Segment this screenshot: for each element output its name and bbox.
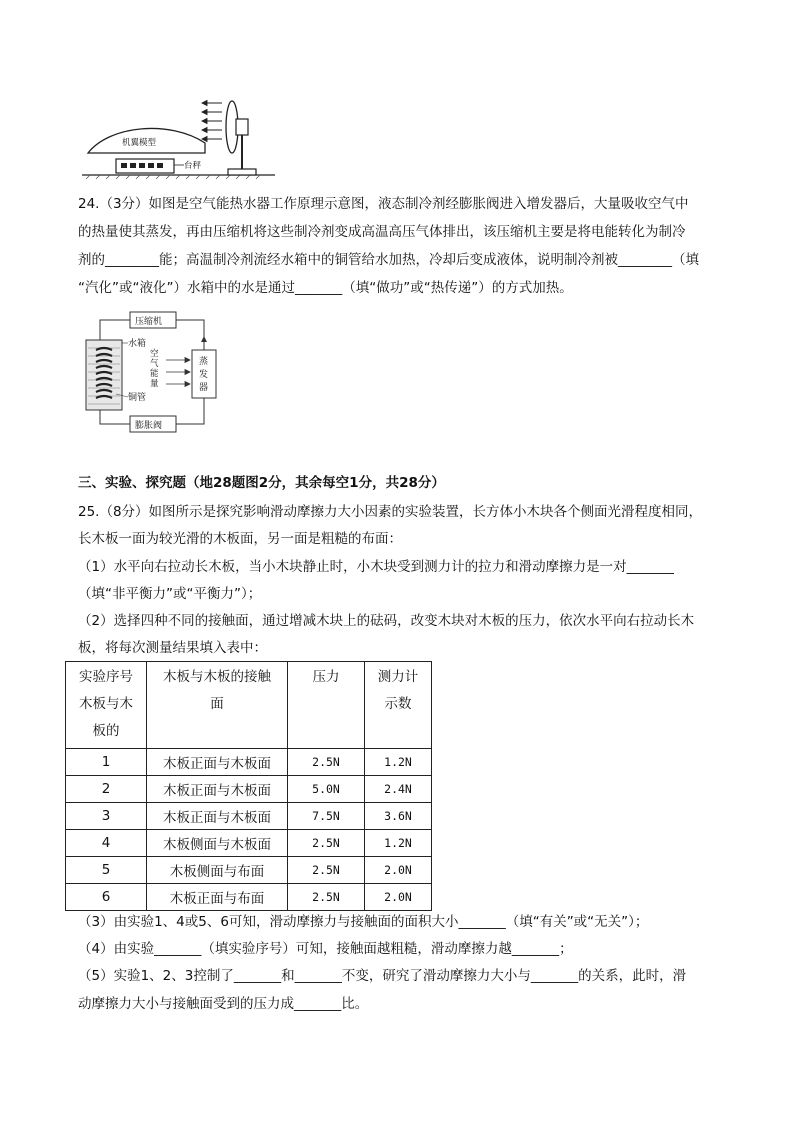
wind-arrows bbox=[202, 101, 222, 142]
q25-intro-line-2: 长木板一面为较光滑的木板面，另一面是粗糙的布面： bbox=[78, 531, 402, 547]
cell-pressure: 2.5N bbox=[288, 749, 365, 776]
cell-reading: 2.4N bbox=[365, 776, 432, 803]
q24-line-3: 剂的________能；高温制冷剂流经水箱中的铜管给水加热，冷却后变成液体，说明制冷剂被________（填 bbox=[78, 252, 699, 268]
cell-surface: 木板正面与木板面 bbox=[147, 749, 288, 776]
cell-pressure: 2.5N bbox=[288, 857, 365, 884]
cell-surface: 木板正面与布面 bbox=[147, 884, 288, 911]
cell-pressure: 2.5N bbox=[288, 830, 365, 857]
cell-reading: 1.2N bbox=[365, 749, 432, 776]
table-row bbox=[66, 884, 432, 911]
q24-line-4: “汽化”或“液化”）水箱中的水是通过_______（填“做功”或“热传递”）的方式加热。 bbox=[78, 280, 573, 296]
water-tank-label: 水箱 bbox=[128, 339, 147, 349]
section-3-title: 三、实验、探究题（地28题图2分，其余每空1分，共28分） bbox=[78, 475, 445, 491]
q25-part4: （4）由实验_______（填实验序号）可知，接触面越粗糙，滑动摩擦力越_______； bbox=[78, 941, 573, 957]
cell-no: 3 bbox=[66, 803, 147, 830]
cell-reading: 2.0N bbox=[365, 884, 432, 911]
heat-pump-figure bbox=[78, 306, 228, 442]
header-pressure: 压力 bbox=[288, 662, 365, 749]
cell-reading: 2.0N bbox=[365, 857, 432, 884]
q25-part1-line-2: （填“非平衡力”或“平衡力”）； bbox=[78, 586, 262, 602]
flow-arrow-up bbox=[201, 336, 207, 342]
cell-pressure: 5.0N bbox=[288, 776, 365, 803]
fan-motor bbox=[236, 119, 248, 135]
fan-base bbox=[228, 169, 256, 175]
q25-part3: （3）由实验1、4或5、6可知，滑动摩擦力与接触面的面积大小_______（填“有关”或“无关”）； bbox=[78, 914, 649, 930]
table-row bbox=[66, 776, 432, 803]
q25-part2-line-1: （2）选择四种不同的接触面，通过增减木块上的砝码，改变木块对木板的压力，依次水平向右拉动长木 bbox=[78, 613, 695, 629]
evaporator-label-3: 器 bbox=[199, 383, 209, 393]
air-energy-label-4: 量 bbox=[150, 379, 159, 389]
air-energy-label-2: 气 bbox=[150, 359, 159, 369]
header-dynamometer-reading: 测力计 示数 bbox=[365, 662, 432, 749]
cell-surface: 木板侧面与布面 bbox=[147, 857, 288, 884]
cell-surface: 木板侧面与木板面 bbox=[147, 830, 288, 857]
friction-data-table bbox=[65, 661, 432, 911]
q25-part5-line-1: （5）实验1、2、3控制了_______和_______不变，研究了滑动摩擦力大小与_______的关系，此时，滑 bbox=[78, 968, 687, 984]
air-energy-label-1: 空 bbox=[150, 349, 159, 359]
q25-intro-line-1: 25.（8分）如图所示是探究影响滑动摩擦力大小因素的实验装置，长方体小木块各个侧面光滑程度相同， bbox=[78, 504, 703, 520]
expansion-valve-label: 膨胀阀 bbox=[135, 421, 163, 431]
cell-no: 5 bbox=[66, 857, 147, 884]
q25-part5-line-2: 动摩擦力大小与接触面受到的压力成_______比。 bbox=[78, 996, 369, 1012]
evaporator-label-1: 蒸 bbox=[199, 357, 209, 367]
q25-part2-line-2: 板，将每次测量结果填入表中： bbox=[78, 640, 267, 656]
cell-pressure: 2.5N bbox=[288, 884, 365, 911]
header-contact-surface: 木板与木板的接触 面 bbox=[147, 662, 288, 749]
cell-no: 1 bbox=[66, 749, 147, 776]
evaporator-label-2: 发 bbox=[199, 370, 209, 380]
header-experiment-no: 实验序号 木板与木 板的 bbox=[66, 662, 147, 749]
cell-pressure: 7.5N bbox=[288, 803, 365, 830]
wing-balance-figure bbox=[80, 95, 280, 185]
cell-reading: 1.2N bbox=[365, 830, 432, 857]
air-energy-arrows bbox=[166, 358, 190, 387]
air-energy-label-3: 能 bbox=[150, 369, 159, 379]
copper-pipe-label: 铜管 bbox=[128, 393, 147, 403]
table-row bbox=[66, 857, 432, 884]
table-header-row bbox=[66, 662, 432, 749]
cell-surface: 木板正面与木板面 bbox=[147, 776, 288, 803]
scale-label: 台秤 bbox=[184, 161, 202, 171]
cell-reading: 3.6N bbox=[365, 803, 432, 830]
cell-no: 2 bbox=[66, 776, 147, 803]
q24-line-1: 24.（3分）如图是空气能热水器工作原理示意图，液态制冷剂经膨胀阀进入增发器后，大量吸收空气中 bbox=[78, 196, 689, 212]
table-row bbox=[66, 749, 432, 776]
compressor-label: 压缩机 bbox=[135, 317, 163, 327]
water-tank bbox=[86, 340, 122, 410]
table-row bbox=[66, 830, 432, 857]
wing-model-label: 机翼模型 bbox=[122, 138, 157, 148]
q24-line-2: 的热量使其蒸发，再由压缩机将这些制冷剂变成高温高压气体排出，该压缩机主要是将电能转化为制冷 bbox=[78, 224, 686, 240]
cell-no: 6 bbox=[66, 884, 147, 911]
cell-no: 4 bbox=[66, 830, 147, 857]
cell-surface: 木板正面与木板面 bbox=[147, 803, 288, 830]
ground-hatching bbox=[86, 175, 260, 179]
table-row bbox=[66, 803, 432, 830]
q25-part1-line-1: （1）水平向右拉动长木板，当小木块静止时，小木块受到测力计的拉力和滑动摩擦力是一对_______ bbox=[78, 559, 674, 575]
